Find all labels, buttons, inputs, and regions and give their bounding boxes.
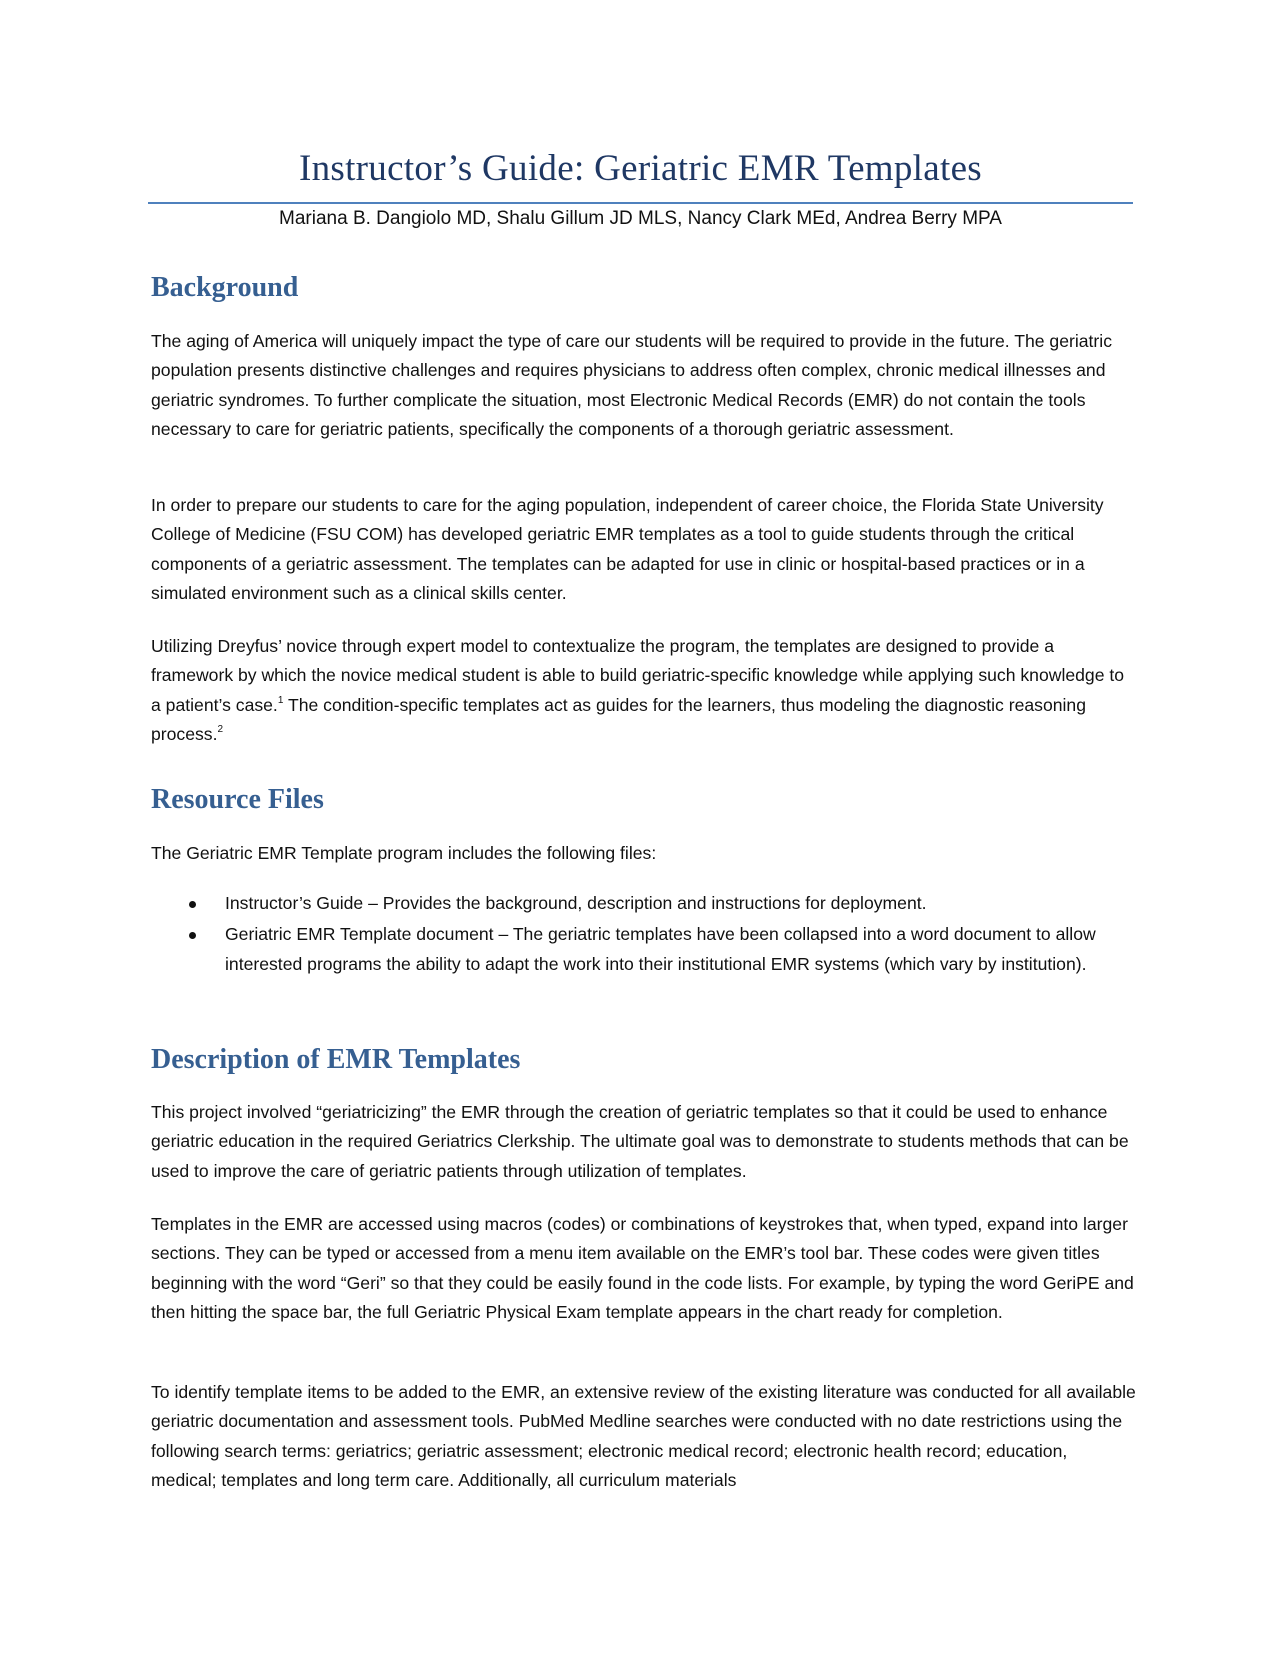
footnote-ref-2: 2	[217, 723, 224, 735]
list-item-text: Instructor’s Guide – Provides the background, description and instructions for deployment.	[225, 893, 927, 913]
background-paragraph-3-text-b: The condition-specific templates act as guides for the learners, thus modeling the diagnostic reasoning process.	[151, 694, 1086, 744]
background-paragraph-3	[151, 632, 1136, 749]
background-paragraph-2: In order to prepare our students to care for the aging population, independent of career choice, the Florida State University College of Medicine (FSU COM) has developed geriatric EMR templates as a tool to guide students through the critical components of a geriatric assessment. The templates can be adapted for use in clinic or hospital-based practices or in a simulated environment such as a clinical skills center.	[151, 495, 1104, 603]
list-item	[151, 889, 1136, 918]
description-paragraph-3: To identify template items to be added to the EMR, an extensive review of the existing literature was conducted for all available geriatric documentation and assessment tools. PubMed Medline searches were conducted with no date restrictions using the following search terms: geriatrics; geriatric assessment; electronic medical record; electronic health record; education, medical; templates and long term care. Additionally, all curriculum materials	[151, 1382, 1136, 1490]
bullet-icon	[189, 932, 196, 939]
title-underline	[148, 202, 1133, 204]
description-paragraph-1: This project involved “geriatricizing” the EMR through the creation of geriatric templates so that it could be used to enhance geriatric education in the required Geriatrics Clerkship. The ultimate goal was to demonstrate to students methods that can be used to improve the care of geriatric patients through utilization of templates.	[151, 1102, 1129, 1181]
footnote-ref-1: 1	[277, 694, 284, 706]
resources-intro: The Geriatric EMR Template program includes the following files:	[151, 843, 657, 863]
background-paragraph-1: The aging of America will uniquely impact the type of care our students will be required to provide in the future. The geriatric population presents distinctive challenges and requires physicians to address often complex, chronic medical illnesses and geriatric syndromes. To further complicate the situation, most Electronic Medical Records (EMR) do not contain the tools necessary to care for geriatric patients, specifically the components of a thorough geriatric assessment.	[151, 331, 1112, 439]
list-item	[151, 920, 1136, 979]
authors-line: Mariana B. Dangiolo MD, Shalu Gillum JD MLS, Nancy Clark MEd, Andrea Berry MPA	[279, 208, 1002, 229]
background-paragraph-3-text-a: Utilizing Dreyfus’ novice through expert model to contextualize the program, the templates are designed to provide a framework by which the novice medical student is able to build geriatric-specific knowledge while applying such knowledge to a patient’s case.	[151, 636, 1125, 715]
resources-heading: Resource Files	[151, 784, 324, 815]
resource-file-list	[151, 889, 1136, 979]
background-heading: Background	[151, 272, 299, 303]
description-heading: Description of EMR Templates	[151, 1044, 521, 1075]
document-title: Instructor’s Guide: Geriatric EMR Templates	[298, 148, 982, 189]
list-item-text: Geriatric EMR Template document – The geriatric templates have been collapsed into a word document to allow interested programs the ability to adapt the work into their institutional EMR systems (which vary by institution).	[225, 924, 1096, 974]
bullet-icon	[189, 901, 196, 908]
description-paragraph-2: Templates in the EMR are accessed using macros (codes) or combinations of keystrokes that, when typed, expand into larger sections. They can be typed or accessed from a menu item available on the EMR’s tool bar. These codes were given titles beginning with the word “Geri” so that they could be easily found in the code lists. For example, by typing the word GeriPE and then hitting the space bar, the full Geriatric Physical Exam template appears in the chart ready for completion.	[151, 1214, 1134, 1322]
